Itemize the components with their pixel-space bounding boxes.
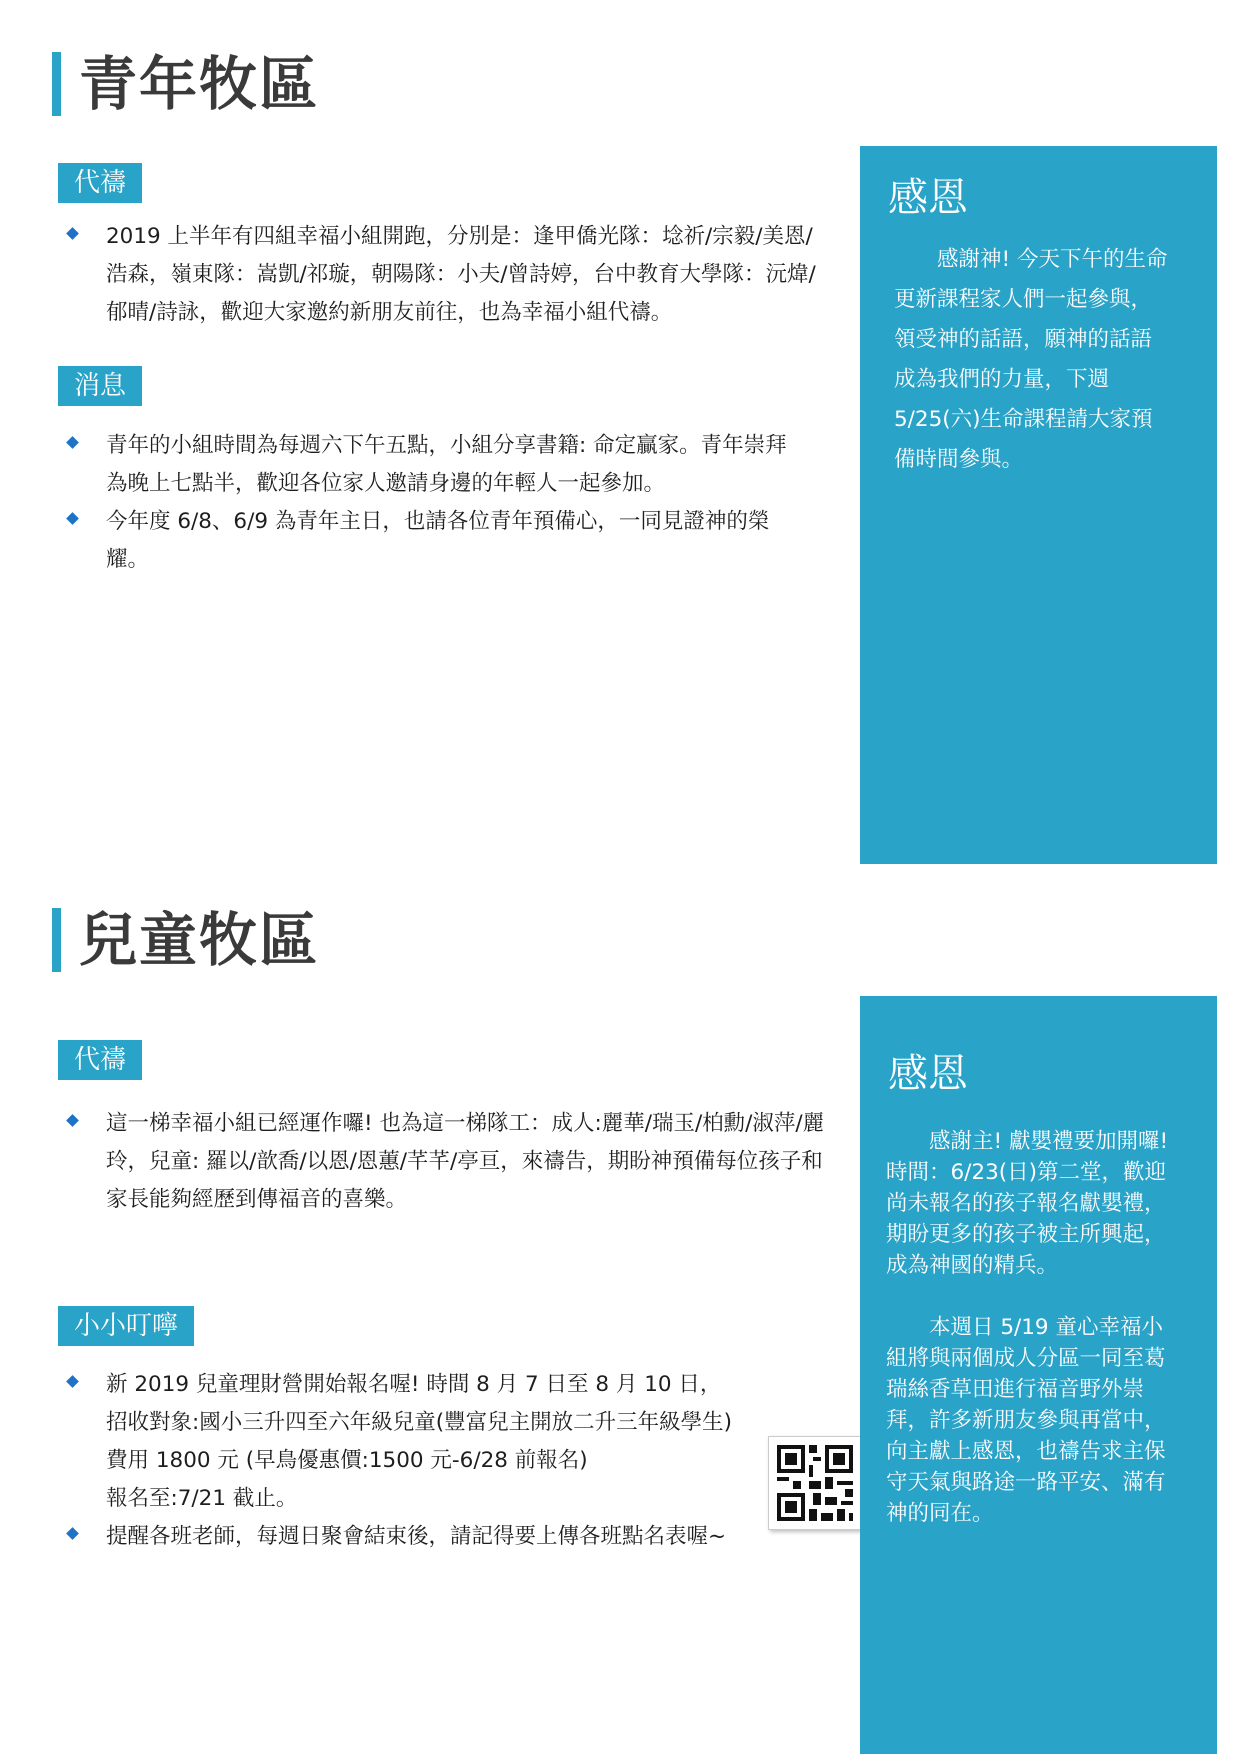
children-prayer-tag: 代禱 bbox=[58, 1040, 142, 1080]
youth-prayer-list bbox=[60, 218, 830, 332]
list-item: 2019 上半年有四組幸福小組開跑，分別是：逢甲僑光隊：埝祈/宗毅/美恩/浩森，嶺東隊：嵩凱/祁璇，朝陽隊：小夫/曾詩婷，台中教育大學隊：沅煒/郁晴/詩詠，歡迎大家邀約新朋友前往，也為幸福小組代禱。 bbox=[60, 218, 830, 332]
children-thanks-panel bbox=[860, 996, 1217, 1754]
panel-text: 本週日 5/19 童心幸福小組將與兩個成人分區一同至葛瑞絲香草田進行福音野外崇拜，許多新朋友參與再當中，向主獻上感恩，也禱告求主保守天氣與路途一路平安、滿有神的同在。 bbox=[886, 1315, 1166, 1526]
list-item: 這一梯幸福小組已經運作囉! 也為這一梯隊工：成人:麗華/瑞玉/柏勳/淑萍/麗玲，兒童: 羅以/歆喬/以恩/恩蕙/芊芊/亭亘，來禱告，期盼神預備每位孩子和家長能夠經歷到傳福音的喜樂。 bbox=[60, 1105, 830, 1219]
list-item: 今年度 6/8、6/9 為青年主日，也請各位青年預備心，一同見證神的榮耀。 bbox=[60, 503, 800, 579]
diamond-bullet-icon bbox=[66, 512, 79, 525]
youth-news-list bbox=[60, 427, 800, 579]
list-item: 提醒各班老師，每週日聚會結束後，請記得要上傳各班點名表喔~ bbox=[60, 1518, 820, 1556]
diamond-bullet-icon bbox=[66, 1527, 79, 1540]
panel-title: 感恩 bbox=[888, 1051, 968, 1097]
diamond-bullet-icon bbox=[66, 227, 79, 240]
youth-prayer-tag: 代禱 bbox=[58, 163, 142, 203]
list-item: 青年的小組時間為每週六下午五點，小組分享書籍: 命定贏家。青年崇拜為晚上七點半，歡迎各位家人邀請身邊的年輕人一起參加。 bbox=[60, 427, 800, 503]
children-reminder-list bbox=[60, 1366, 820, 1556]
qr-code-icon[interactable] bbox=[768, 1436, 862, 1530]
children-prayer-list bbox=[60, 1105, 830, 1219]
youth-section-title: 青年牧區 bbox=[52, 52, 319, 116]
diamond-bullet-icon bbox=[66, 436, 79, 449]
youth-news-tag: 消息 bbox=[58, 366, 142, 406]
qr-code-graphic bbox=[769, 1437, 861, 1529]
list-item: 新 2019 兒童理財營開始報名喔! 時間 8 月 7 日至 8 月 10 日， 招收對象:國小三升四至六年級兒童(豐富兒主開放二升三年級學生) 費用 1800 元 (早鳥優惠價:1500 元-6/28 前報名) 報名至:7/21 截止。 bbox=[60, 1366, 820, 1518]
children-reminder-tag: 小小叮嚀 bbox=[58, 1306, 194, 1346]
diamond-bullet-icon bbox=[66, 1375, 79, 1388]
children-section-title: 兒童牧區 bbox=[52, 908, 319, 972]
youth-thanks-panel bbox=[860, 146, 1217, 864]
diamond-bullet-icon bbox=[66, 1114, 79, 1127]
panel-text: 感謝主! 獻嬰禮要加開囉! 時間：6/23(日)第二堂，歡迎尚未報名的孩子報名獻嬰禮，期盼更多的孩子被主所興起，成為神國的精兵。 bbox=[886, 1129, 1169, 1278]
panel-text: 感謝神! 今天下午的生命更新課程家人們一起參與，領受神的話語，願神的話語成為我們的力量，下週 5/25(六)生命課程請大家預備時間參與。 bbox=[894, 247, 1168, 472]
panel-title: 感恩 bbox=[888, 175, 968, 221]
